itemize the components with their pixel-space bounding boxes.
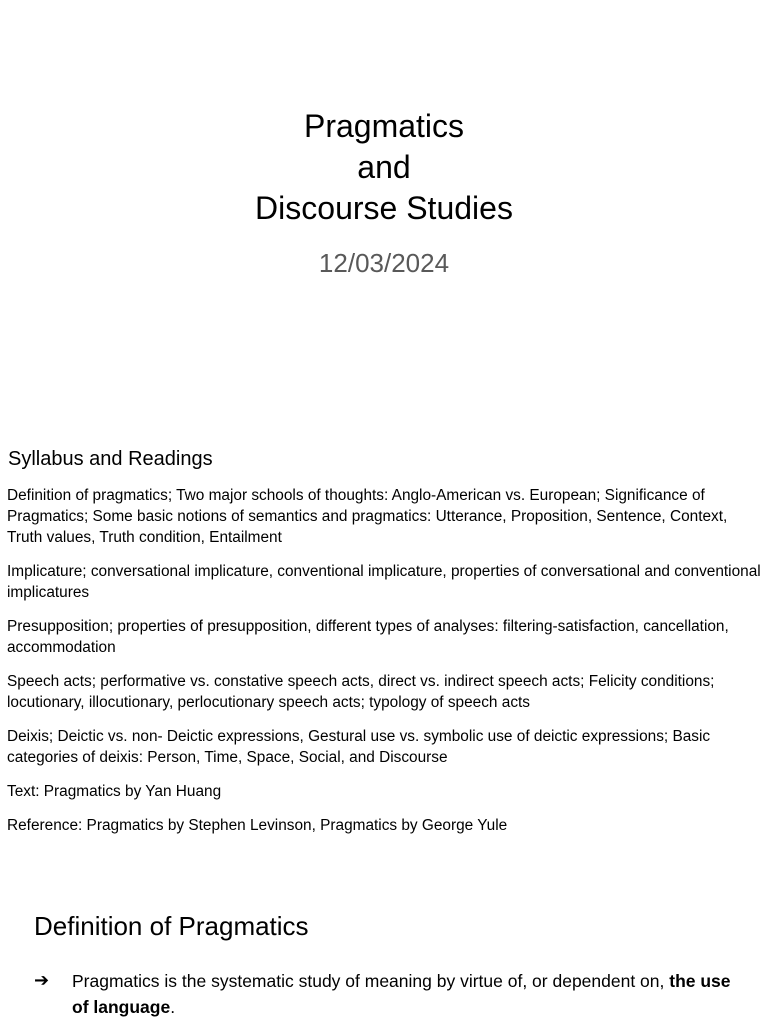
syllabus-heading: Syllabus and Readings [8, 448, 213, 470]
definition-bullet [34, 968, 734, 1020]
arrow-right-icon: ➔ [34, 970, 50, 991]
syllabus-item: Speech acts; performative vs. constative speech acts, direct vs. indirect speech acts; Felicity conditions; locutionary, illocutionary, perlocutionary speech acts; typology of speech acts [7, 673, 715, 711]
slide-title [0, 106, 768, 229]
definition-slide [0, 864, 768, 1024]
syllabus-item: Implicature; conversational implicature, conventional implicature, properties of conversational and conventional implicatures [7, 563, 761, 601]
title-line-3: Discourse Studies [255, 190, 513, 226]
bullet-text-plain: Pragmatics is the systematic study of meaning by virtue of, or dependent on, [72, 971, 670, 991]
slide-date: 12/03/2024 [318, 248, 450, 278]
syllabus-item: Text: Pragmatics by Yan Huang [7, 783, 222, 800]
syllabus-list [7, 485, 762, 849]
title-slide [0, 0, 768, 432]
bullet-text-end: . [170, 997, 176, 1017]
syllabus-slide [0, 432, 768, 864]
syllabus-item: Reference: Pragmatics by Stephen Levinson, Pragmatics by George Yule [7, 817, 508, 834]
bullet-text [72, 968, 734, 1020]
title-line-2: and [357, 149, 411, 185]
bullet-text-bold: the use of language [72, 971, 731, 1017]
syllabus-item: Deixis; Deictic vs. non- Deictic expressions, Gestural use vs. symbolic use of deictic expressions; Basic categories of deixis: Person, Time, Space, Social, and Discourse [7, 728, 711, 766]
syllabus-item: Definition of pragmatics; Two major schools of thoughts: Anglo-American vs. European; Significance of Pragmatics; Some basic notions of semantics and pragmatics: Utterance, Proposition, Sentence, Context, Truth values, Truth condition, Entailment [7, 487, 728, 546]
syllabus-item: Presupposition; properties of presupposition, different types of analyses: filtering-satisfaction, cancellation, accommodation [7, 618, 729, 656]
title-line-1: Pragmatics [303, 108, 465, 144]
definition-heading: Definition of Pragmatics [34, 911, 309, 941]
